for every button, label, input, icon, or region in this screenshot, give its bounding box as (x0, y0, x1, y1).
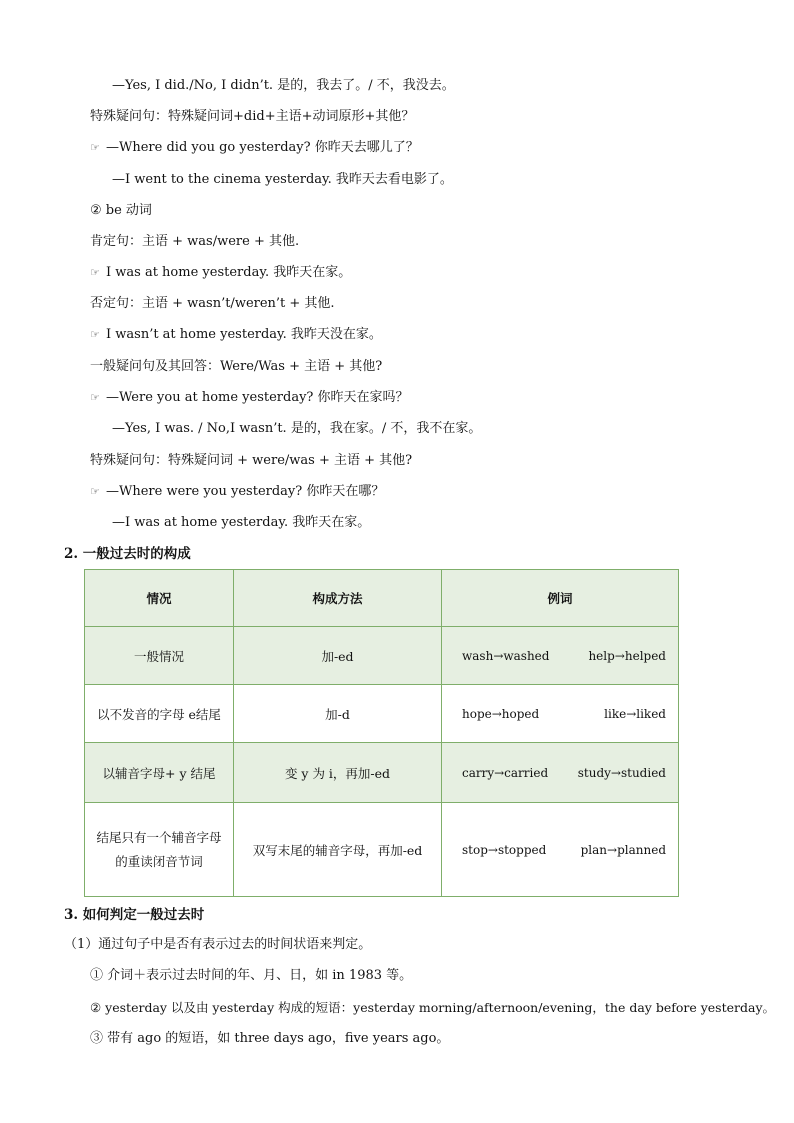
grammar-line-text: —Were you at home yesterday? 你昨天在家吗？ (106, 390, 409, 405)
row-examples (442, 743, 679, 803)
grammar-line-text: I was at home yesterday. 我昨天在家。 (106, 265, 352, 280)
example-word: carry→carried (462, 765, 549, 780)
row-examples (442, 627, 679, 685)
grammar-line-text: 肯定句：主语 + was/were + 其他. (90, 234, 300, 249)
grammar-line (112, 77, 455, 95)
pointing-hand-icon: ☞ (90, 391, 100, 404)
header-examples: 例词 (442, 570, 679, 627)
row-examples (442, 685, 679, 743)
grammar-line (90, 233, 299, 251)
grammar-line (90, 452, 412, 470)
pointing-hand-icon: ☞ (90, 266, 100, 279)
row-method: 加-d (234, 685, 442, 743)
grammar-line (90, 295, 335, 313)
grammar-line (90, 139, 419, 157)
row-case: 以辅音字母+ y 结尾 (85, 743, 234, 803)
criteria-item: ③ 带有 ago 的短语，如 three days ago，five years ago。 (90, 1031, 450, 1046)
table-row (85, 743, 679, 803)
example-word: help→helped (588, 648, 666, 663)
row-examples (442, 803, 679, 897)
grammar-line-text: —Yes, I was. / No,I wasn’t. 是的，我在家。/ 不，我不在家。 (112, 421, 482, 436)
grammar-line-text: 特殊疑问句：特殊疑问词 + were/was + 主语 + 其他? (90, 453, 413, 468)
grammar-line (90, 202, 152, 220)
grammar-line (90, 108, 414, 126)
grammar-line-text: —Yes, I did./No, I didn’t. 是的，我去了。/ 不，我没去。 (112, 78, 455, 93)
section-2-title: 2. 一般过去时的构成 (64, 546, 191, 562)
row-case: 一般情况 (85, 627, 234, 685)
table-row (85, 627, 679, 685)
row-case: 结尾只有一个辅音字母的重读闭音节词 (85, 803, 234, 897)
grammar-line (90, 389, 409, 407)
pointing-hand-icon: ☞ (90, 485, 100, 498)
grammar-line-text: —Where did you go yesterday? 你昨天去哪儿了？ (106, 140, 419, 155)
example-word: wash→washed (462, 648, 550, 663)
grammar-line (90, 326, 382, 344)
header-case: 情况 (85, 570, 234, 627)
grammar-line-text: 特殊疑问句：特殊疑问词+did+主语+动词原形+其他？ (90, 109, 415, 124)
row-method: 双写末尾的辅音字母，再加-ed (234, 803, 442, 897)
example-word: stop→stopped (462, 842, 547, 857)
grammar-line (112, 514, 370, 532)
example-word: hope→hoped (462, 706, 540, 721)
grammar-line-text: —I was at home yesterday. 我昨天在家。 (112, 515, 371, 530)
criteria-item: ② yesterday 以及由 yesterday 构成的短语：yesterday morning/afternoon/evening，the day before yesterday。 (90, 1000, 776, 1015)
grammar-line (90, 264, 351, 282)
table-row (85, 685, 679, 743)
grammar-line (112, 171, 453, 189)
grammar-line (90, 358, 382, 376)
example-word: study→studied (577, 765, 666, 780)
grammar-line (112, 420, 481, 438)
section-3-title: 3. 如何判定一般过去时 (64, 907, 205, 923)
row-case: 以不发音的字母 e结尾 (85, 685, 234, 743)
example-word: plan→planned (580, 842, 666, 857)
table-header-row (85, 570, 679, 627)
past-tense-formation-table (84, 569, 679, 897)
criteria-item: ① 介词＋表示过去时间的年、月、日，如 in 1983 等。 (90, 968, 413, 983)
grammar-line-text: ② be 动词 (90, 203, 152, 218)
grammar-line-text: 一般疑问句及其回答：Were/Was + 主语 + 其他? (90, 359, 383, 374)
example-word: like→liked (604, 706, 666, 721)
grammar-line-text: 否定句：主语 + wasn’t/weren’t + 其他. (90, 296, 335, 311)
section-3-subheading: （1）通过句子中是否有表示过去的时间状语来判定。 (64, 937, 372, 952)
grammar-line (90, 483, 384, 501)
grammar-line-text: I wasn’t at home yesterday. 我昨天没在家。 (106, 327, 382, 342)
pointing-hand-icon: ☞ (90, 141, 100, 154)
row-method: 加-ed (234, 627, 442, 685)
pointing-hand-icon: ☞ (90, 328, 100, 341)
grammar-line-text: —I went to the cinema yesterday. 我昨天去看电影了。 (112, 172, 453, 187)
table-row (85, 803, 679, 897)
row-method: 变 y 为 i，再加-ed (234, 743, 442, 803)
grammar-line-text: —Where were you yesterday? 你昨天在哪？ (106, 484, 385, 499)
header-method: 构成方法 (234, 570, 442, 627)
